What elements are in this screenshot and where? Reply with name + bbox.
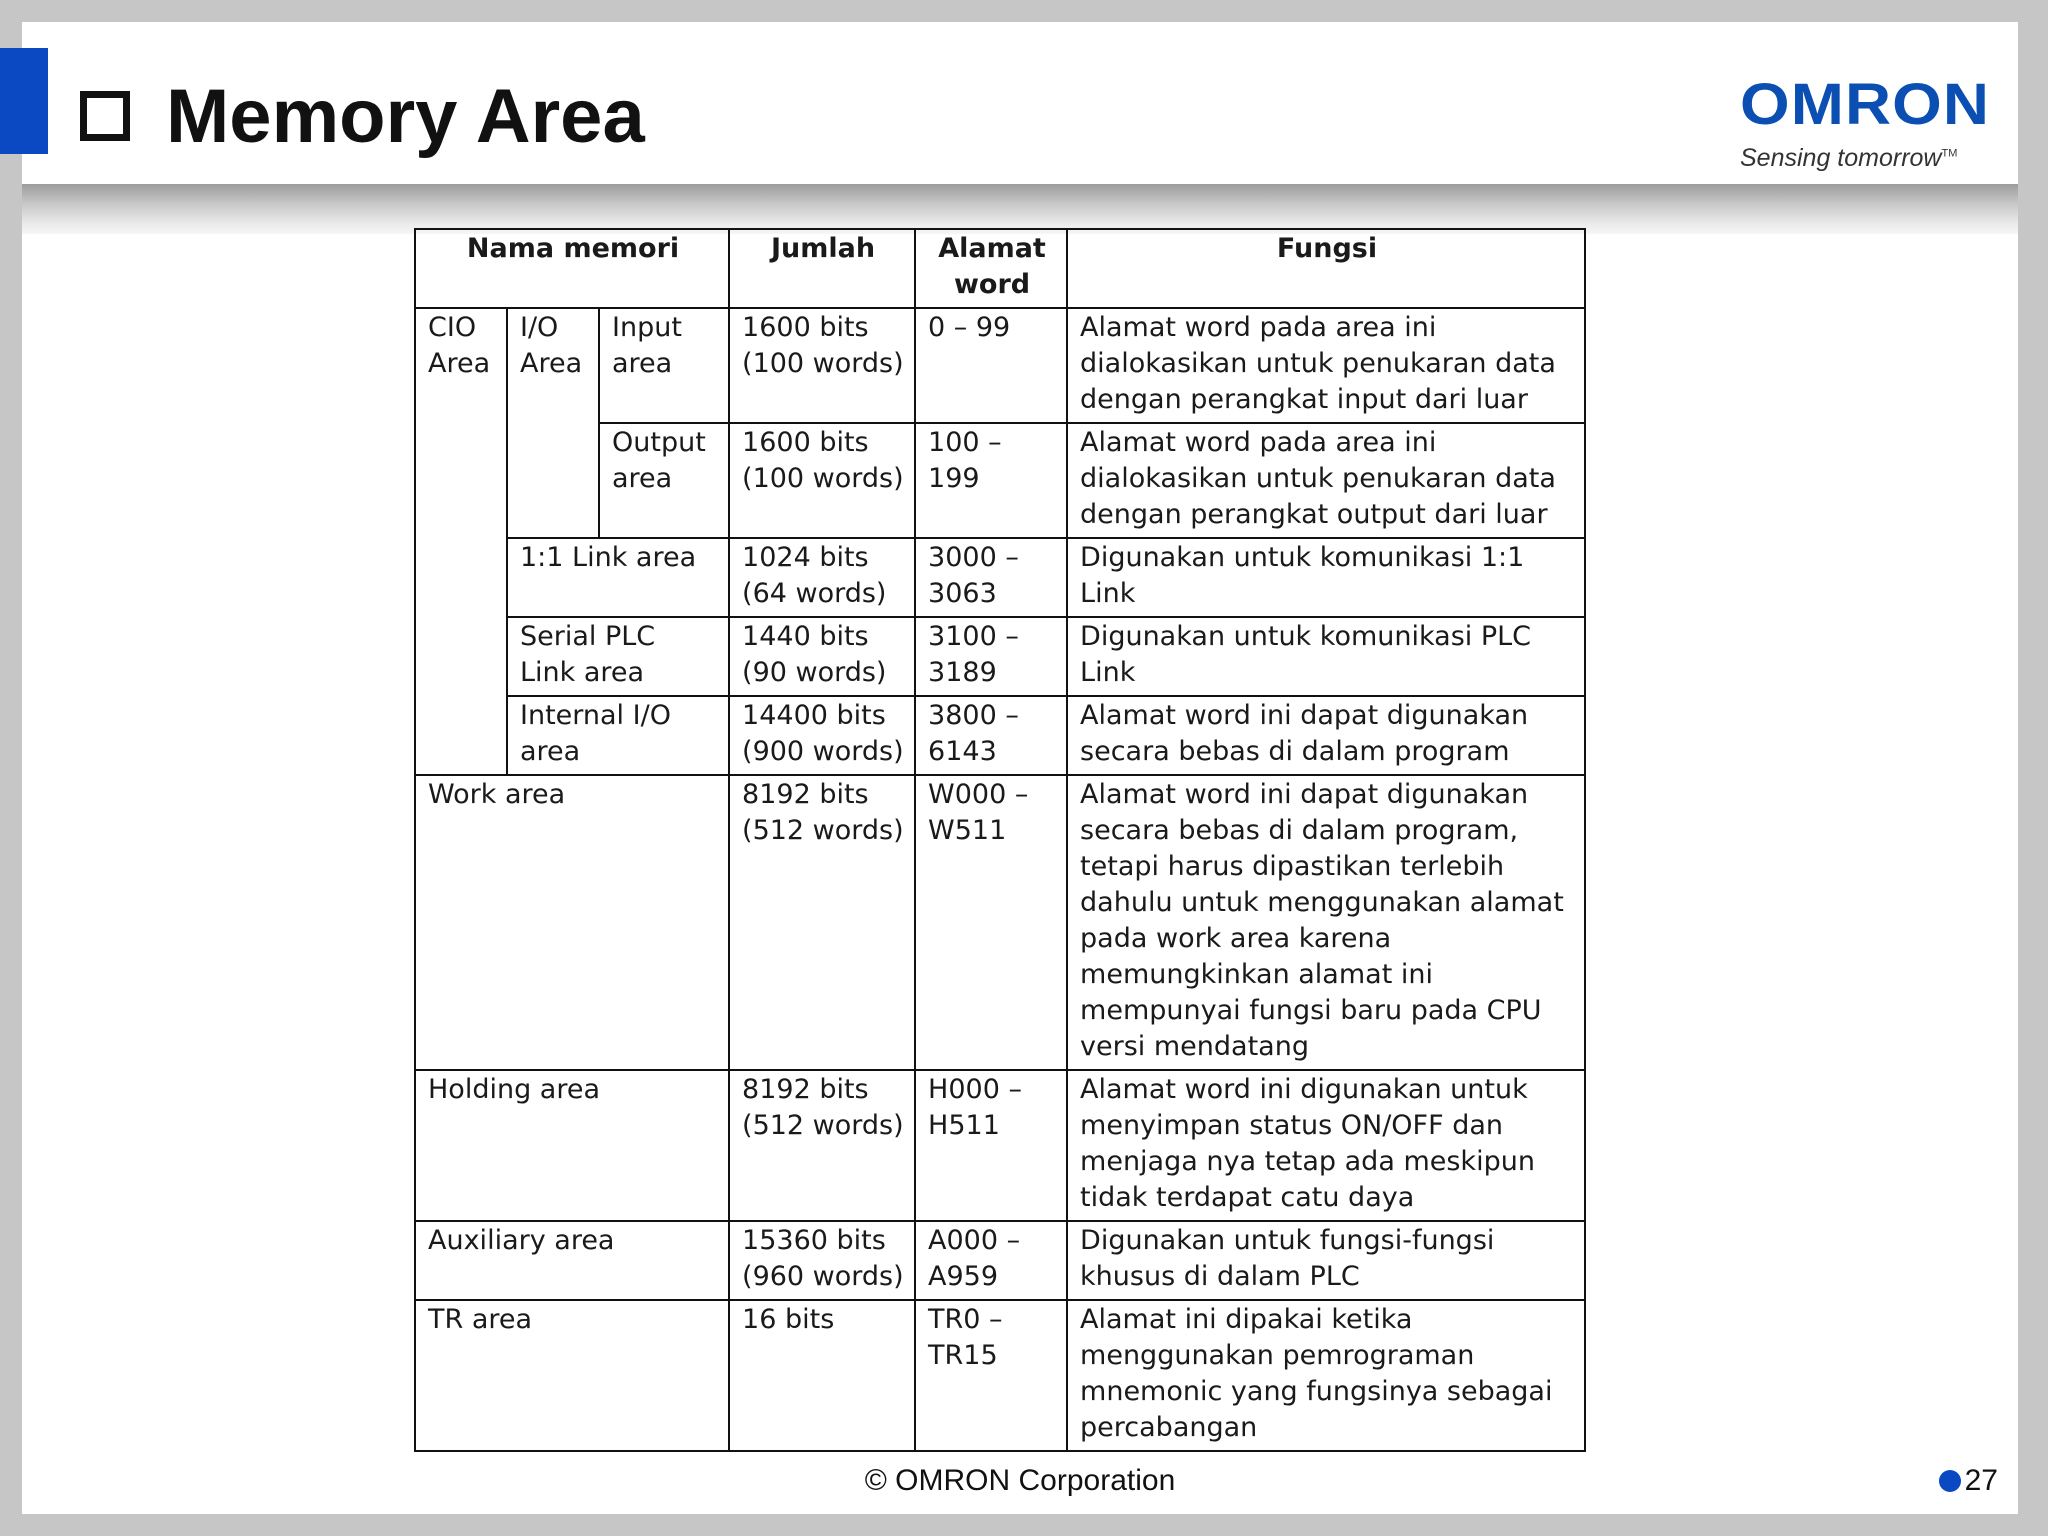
row-function: Alamat word pada area ini dialokasikan untuk penukaran data dengan perangkat output dari luar <box>1067 423 1585 538</box>
row-name: Output area <box>599 423 729 538</box>
row-function: Alamat word ini dapat digunakan secara bebas di dalam program, tetapi harus dipastikan terlebih dahulu untuk menggunakan alamat pada work area karena memungkinkan alamat ini mempunyai fungsi baru pada CPU versi mendatang <box>1067 775 1585 1070</box>
row-function: Alamat ini dipakai ketika menggunakan pemrograman mnemonic yang fungsinya sebagai percabangan <box>1067 1300 1585 1451</box>
row-name: TR area <box>415 1300 729 1451</box>
logo-tagline-text: Sensing tomorrow <box>1740 144 1942 172</box>
logo-wordmark: OMRON <box>1740 72 1991 137</box>
logo-tagline <box>1740 144 1980 173</box>
header-alamat-word: Alamat word <box>915 229 1067 308</box>
cio-area-cell: CIO Area <box>415 308 507 775</box>
title-row <box>80 74 645 158</box>
row-function: Digunakan untuk komunikasi 1:1 Link <box>1067 538 1585 617</box>
row-function: Digunakan untuk fungsi-fungsi khusus di dalam PLC <box>1067 1221 1585 1300</box>
row-name: Work area <box>415 775 729 1070</box>
row-name: Serial PLC Link area <box>507 617 729 696</box>
page-dot-icon <box>1939 1470 1961 1492</box>
checkbox-bullet-icon <box>80 91 130 141</box>
memory-area-table <box>414 228 1586 1452</box>
row-address: A000 – A959 <box>915 1221 1067 1300</box>
row-function: Alamat word ini dapat digunakan secara bebas di dalam program <box>1067 696 1585 775</box>
table-header-row <box>415 229 1585 308</box>
row-address: 0 – 99 <box>915 308 1067 423</box>
table-row <box>415 1221 1585 1300</box>
row-amount: 14400 bits (900 words) <box>729 696 915 775</box>
row-name: Input area <box>599 308 729 423</box>
row-amount: 16 bits <box>729 1300 915 1451</box>
accent-bar <box>0 48 48 154</box>
row-name: 1:1 Link area <box>507 538 729 617</box>
table-row <box>415 538 1585 617</box>
row-amount: 15360 bits (960 words) <box>729 1221 915 1300</box>
row-address: 3100 – 3189 <box>915 617 1067 696</box>
row-address: 100 – 199 <box>915 423 1067 538</box>
row-function: Alamat word ini digunakan untuk menyimpan status ON/OFF dan menjaga nya tetap ada meskipun tidak terdapat catu daya <box>1067 1070 1585 1221</box>
row-name: Auxiliary area <box>415 1221 729 1300</box>
table-row <box>415 1070 1585 1221</box>
table-row <box>415 617 1585 696</box>
row-amount: 1024 bits (64 words) <box>729 538 915 617</box>
row-amount: 1600 bits (100 words) <box>729 423 915 538</box>
row-name: Internal I/O area <box>507 696 729 775</box>
row-function: Digunakan untuk komunikasi PLC Link <box>1067 617 1585 696</box>
header-jumlah: Jumlah <box>729 229 915 308</box>
header-nama-memori: Nama memori <box>415 229 729 308</box>
row-amount: 8192 bits (512 words) <box>729 1070 915 1221</box>
header-shadow <box>22 184 2018 234</box>
page-number <box>1939 1464 1998 1498</box>
table-row <box>415 1300 1585 1451</box>
header-fungsi: Fungsi <box>1067 229 1585 308</box>
table-row <box>415 696 1585 775</box>
copyright-footer: © OMRON Corporation <box>864 1464 1176 1497</box>
row-address: W000 – W511 <box>915 775 1067 1070</box>
slide-title: Memory Area <box>166 73 645 159</box>
row-amount: 8192 bits (512 words) <box>729 775 915 1070</box>
row-address: H000 – H511 <box>915 1070 1067 1221</box>
row-function: Alamat word pada area ini dialokasikan untuk penukaran data dengan perangkat input dari luar <box>1067 308 1585 423</box>
trademark-mark: TM <box>1941 147 1958 160</box>
page-number-text: 27 <box>1964 1464 1998 1497</box>
io-area-cell: I/O Area <box>507 308 599 538</box>
row-address: 3800 – 6143 <box>915 696 1067 775</box>
omron-logo <box>1740 72 1991 182</box>
row-amount: 1440 bits (90 words) <box>729 617 915 696</box>
row-address: TR0 – TR15 <box>915 1300 1067 1451</box>
row-name: Holding area <box>415 1070 729 1221</box>
row-amount: 1600 bits (100 words) <box>729 308 915 423</box>
slide <box>22 22 2018 1514</box>
table-row <box>415 775 1585 1070</box>
row-address: 3000 – 3063 <box>915 538 1067 617</box>
table-row <box>415 308 1585 423</box>
